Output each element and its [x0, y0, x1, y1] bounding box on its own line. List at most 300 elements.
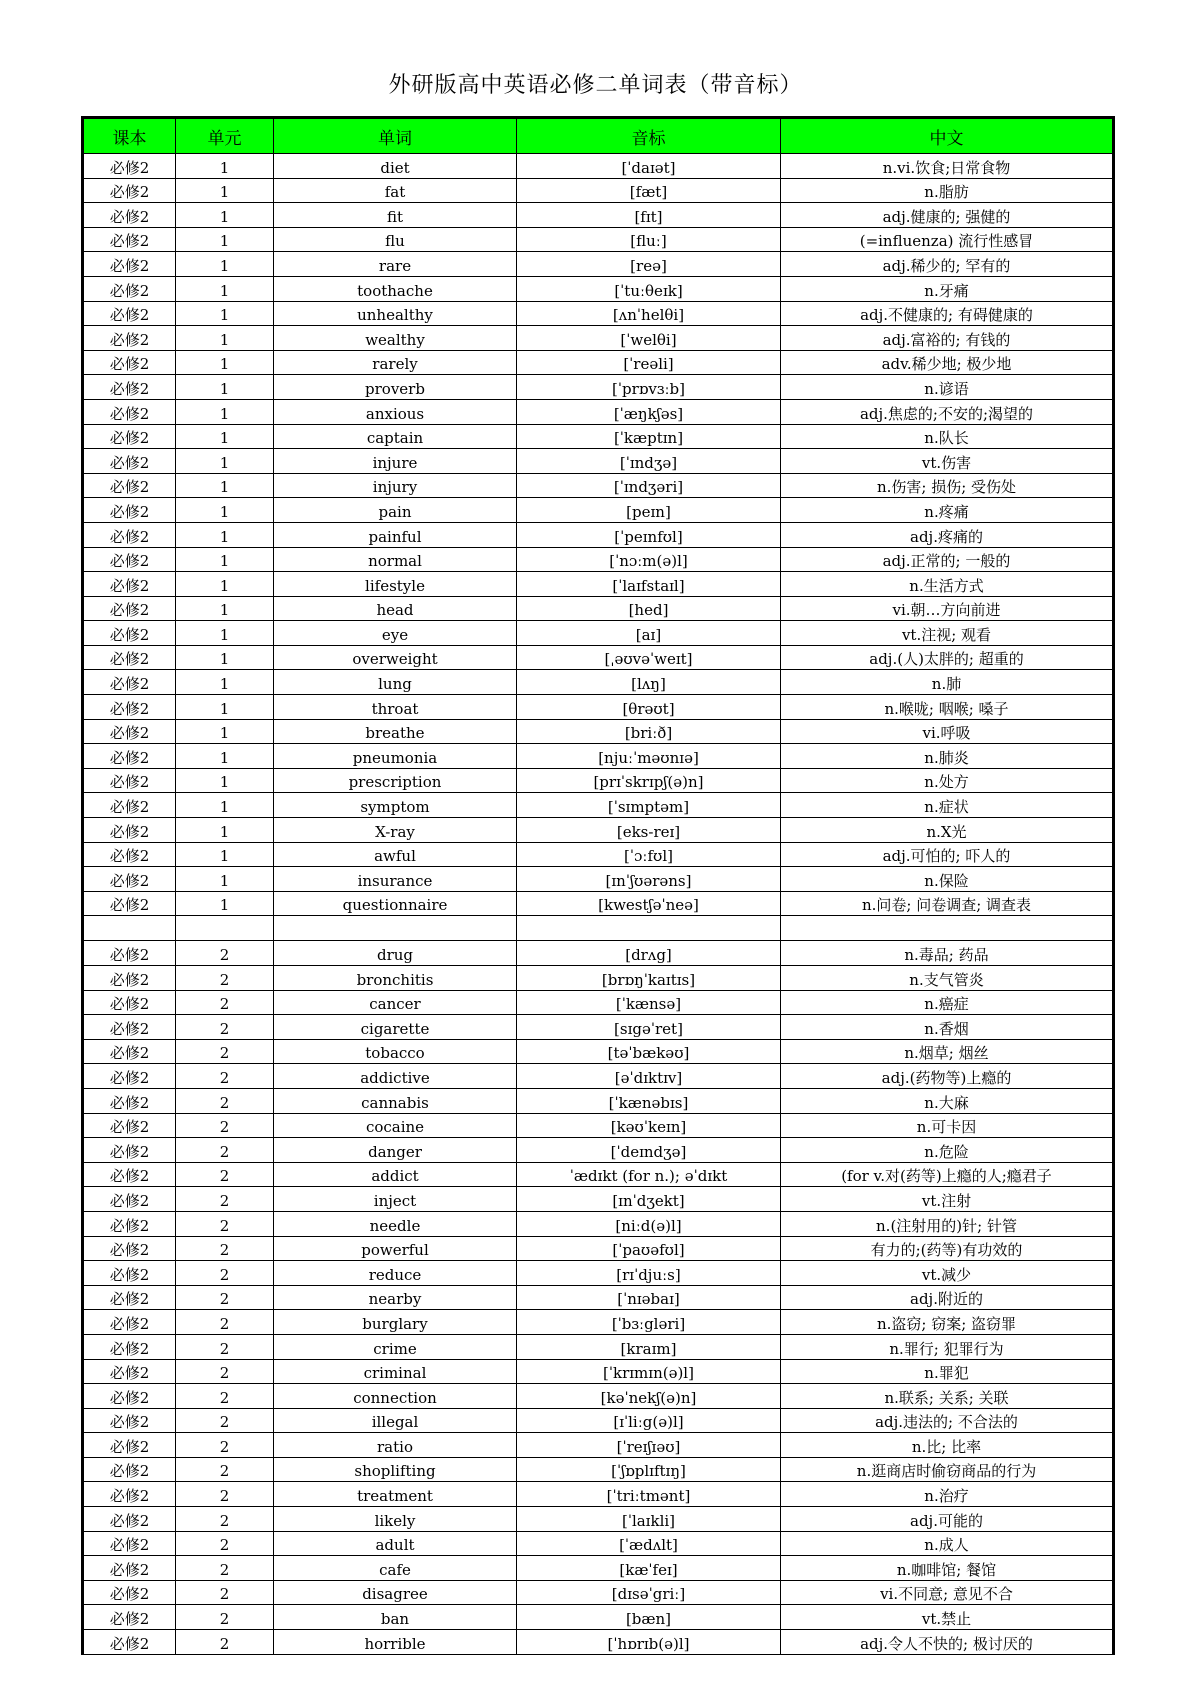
cell-unit: 1	[176, 301, 274, 326]
cell-chinese: adj.正常的; 一般的	[781, 547, 1114, 572]
table-row	[83, 1359, 1114, 1384]
cell-unit: 1	[176, 350, 274, 375]
cell-phonetic: [kraɪm]	[517, 1334, 781, 1359]
cell-chinese: n.大麻	[781, 1088, 1114, 1113]
cell-textbook: 必修2	[83, 1138, 176, 1163]
cell-chinese: n.喉咙; 咽喉; 嗓子	[781, 695, 1114, 720]
cell-phonetic: [ˈpaʊəfʊl]	[517, 1236, 781, 1261]
cell-textbook: 必修2	[83, 1039, 176, 1064]
cell-textbook: 必修2	[83, 350, 176, 375]
cell-phonetic: [ˈpeɪnfʊl]	[517, 522, 781, 547]
cell-textbook: 必修2	[83, 1433, 176, 1458]
cell-phonetic: [hed]	[517, 596, 781, 621]
cell-phonetic: [peɪn]	[517, 498, 781, 523]
cell-chinese: adj.(人)太胖的; 超重的	[781, 645, 1114, 670]
cell-textbook: 必修2	[83, 473, 176, 498]
table-row	[83, 227, 1114, 252]
cell-textbook: 必修2	[83, 1015, 176, 1040]
cell-word: reduce	[274, 1261, 517, 1286]
cell-unit: 1	[176, 596, 274, 621]
cell-textbook: 必修2	[83, 547, 176, 572]
cell-word: wealthy	[274, 326, 517, 351]
cell-unit: 1	[176, 768, 274, 793]
header-chinese: 中文	[781, 118, 1114, 154]
cell-textbook: 必修2	[83, 1310, 176, 1335]
cell-chinese: n.盗窃; 窃案; 盗窃罪	[781, 1310, 1114, 1335]
table-row	[83, 1064, 1114, 1089]
cell-textbook: 必修2	[83, 1113, 176, 1138]
header-word: 单词	[274, 118, 517, 154]
table-row	[83, 572, 1114, 597]
cell-word: needle	[274, 1211, 517, 1236]
cell-textbook: 必修2	[83, 818, 176, 843]
cell-word: cigarette	[274, 1015, 517, 1040]
cell-word: rare	[274, 252, 517, 277]
cell-unit: 1	[176, 842, 274, 867]
cell-phonetic: [brɒŋˈkaɪtɪs]	[517, 966, 781, 991]
cell-unit: 2	[176, 941, 274, 966]
table-row	[83, 326, 1114, 351]
cell-unit: 1	[176, 399, 274, 424]
cell-word: prescription	[274, 768, 517, 793]
table-row	[83, 744, 1114, 769]
cell-chinese: vt.伤害	[781, 449, 1114, 474]
cell-unit: 1	[176, 867, 274, 892]
cell-textbook: 必修2	[83, 424, 176, 449]
cell-textbook: 必修2	[83, 1630, 176, 1655]
cell-word: disagree	[274, 1580, 517, 1605]
cell-unit: 2	[176, 1556, 274, 1581]
cell-phonetic: [ˈlaɪfstaɪl]	[517, 572, 781, 597]
table-row	[83, 941, 1114, 966]
cell-unit: 1	[176, 276, 274, 301]
cell-phonetic: [ˈtuːθeɪk]	[517, 276, 781, 301]
cell-unit: 1	[176, 375, 274, 400]
cell-unit: 2	[176, 1605, 274, 1630]
cell-chinese: n.牙痛	[781, 276, 1114, 301]
cell-unit: 2	[176, 1359, 274, 1384]
cell-phonetic: [dɪsəˈgriː]	[517, 1580, 781, 1605]
cell-chinese: n.罪行; 犯罪行为	[781, 1334, 1114, 1359]
cell-unit: 2	[176, 1064, 274, 1089]
cell-textbook: 必修2	[83, 719, 176, 744]
cell-unit: 2	[176, 1384, 274, 1409]
cell-unit: 1	[176, 227, 274, 252]
cell-word: captain	[274, 424, 517, 449]
cell-word: rarely	[274, 350, 517, 375]
table-row	[83, 1088, 1114, 1113]
cell-chinese: adj.不健康的; 有碍健康的	[781, 301, 1114, 326]
cell-textbook: 必修2	[83, 1531, 176, 1556]
cell-phonetic: [kəˈnekʃ(ə)n]	[517, 1384, 781, 1409]
table-row	[83, 842, 1114, 867]
cell-unit: 2	[176, 1187, 274, 1212]
table-row	[83, 1507, 1114, 1532]
table-row	[83, 1384, 1114, 1409]
cell-unit	[176, 916, 274, 941]
cell-word: fit	[274, 203, 517, 228]
table-row	[83, 1580, 1114, 1605]
cell-chinese: n.罪犯	[781, 1359, 1114, 1384]
cell-textbook: 必修2	[83, 1605, 176, 1630]
cell-unit: 1	[176, 473, 274, 498]
cell-textbook: 必修2	[83, 399, 176, 424]
cell-chinese: n.疼痛	[781, 498, 1114, 523]
cell-word: cancer	[274, 990, 517, 1015]
cell-phonetic: [lʌŋ]	[517, 670, 781, 695]
cell-phonetic: [ˈkænsə]	[517, 990, 781, 1015]
cell-phonetic: [ˈbɜːgləri]	[517, 1310, 781, 1335]
cell-unit: 2	[176, 1408, 274, 1433]
cell-phonetic: [ˈɪndʒəri]	[517, 473, 781, 498]
cell-phonetic: [əˈdɪktɪv]	[517, 1064, 781, 1089]
cell-unit: 1	[176, 670, 274, 695]
table-row	[83, 1482, 1114, 1507]
cell-unit: 2	[176, 1630, 274, 1655]
cell-phonetic: [ˈɪndʒə]	[517, 449, 781, 474]
cell-chinese: n.毒品; 药品	[781, 941, 1114, 966]
cell-chinese: n.问卷; 问卷调查; 调查表	[781, 891, 1114, 916]
table-row	[83, 252, 1114, 277]
cell-textbook: 必修2	[83, 695, 176, 720]
cell-unit: 2	[176, 1138, 274, 1163]
table-row	[83, 1334, 1114, 1359]
cell-phonetic: [sɪgəˈret]	[517, 1015, 781, 1040]
cell-word: unhealthy	[274, 301, 517, 326]
cell-textbook	[83, 916, 176, 941]
cell-textbook: 必修2	[83, 252, 176, 277]
table-row	[83, 621, 1114, 646]
cell-phonetic: [ˈreəli]	[517, 350, 781, 375]
cell-chinese: n.症状	[781, 793, 1114, 818]
cell-chinese: adj.可能的	[781, 1507, 1114, 1532]
table-row	[83, 867, 1114, 892]
cell-phonetic: [kwestʃəˈneə]	[517, 891, 781, 916]
cell-unit: 2	[176, 1334, 274, 1359]
table-row	[83, 178, 1114, 203]
cell-word: danger	[274, 1138, 517, 1163]
cell-chinese: adj.(药物等)上瘾的	[781, 1064, 1114, 1089]
cell-word: crime	[274, 1334, 517, 1359]
cell-textbook: 必修2	[83, 178, 176, 203]
cell-word: questionnaire	[274, 891, 517, 916]
cell-word: eye	[274, 621, 517, 646]
table-row	[83, 276, 1114, 301]
header-unit: 单元	[176, 118, 274, 154]
cell-word: treatment	[274, 1482, 517, 1507]
cell-chinese: vt.减少	[781, 1261, 1114, 1286]
cell-unit: 2	[176, 1015, 274, 1040]
cell-unit: 1	[176, 178, 274, 203]
table-row	[83, 1457, 1114, 1482]
table-row	[83, 547, 1114, 572]
cell-word: bronchitis	[274, 966, 517, 991]
cell-textbook: 必修2	[83, 1408, 176, 1433]
cell-phonetic: [ˈkrɪmɪn(ə)l]	[517, 1359, 781, 1384]
cell-phonetic: [ˈkænəbɪs]	[517, 1088, 781, 1113]
cell-chinese: vt.注射	[781, 1187, 1114, 1212]
cell-word: pneumonia	[274, 744, 517, 769]
cell-phonetic: [eks-reɪ]	[517, 818, 781, 843]
table-row	[83, 1113, 1114, 1138]
cell-unit: 2	[176, 1211, 274, 1236]
cell-unit: 2	[176, 1236, 274, 1261]
cell-unit: 1	[176, 547, 274, 572]
cell-phonetic: [reə]	[517, 252, 781, 277]
cell-chinese: (for v.对(药等)上瘾的人;瘾君子	[781, 1162, 1114, 1187]
cell-word: lifestyle	[274, 572, 517, 597]
cell-unit: 1	[176, 252, 274, 277]
table-row	[83, 1138, 1114, 1163]
cell-phonetic: [ˈnɪəbaɪ]	[517, 1285, 781, 1310]
cell-unit: 2	[176, 1261, 274, 1286]
cell-chinese: adj.焦虑的;不安的;渴望的	[781, 399, 1114, 424]
cell-phonetic: [drʌg]	[517, 941, 781, 966]
cell-textbook: 必修2	[83, 498, 176, 523]
cell-textbook: 必修2	[83, 1285, 176, 1310]
cell-textbook: 必修2	[83, 1384, 176, 1409]
cell-word: connection	[274, 1384, 517, 1409]
table-row	[83, 1015, 1114, 1040]
cell-phonetic: [ˈɔːfʊl]	[517, 842, 781, 867]
cell-unit: 2	[176, 1433, 274, 1458]
table-row	[83, 498, 1114, 523]
cell-unit: 2	[176, 1507, 274, 1532]
cell-word: symptom	[274, 793, 517, 818]
cell-word: adult	[274, 1531, 517, 1556]
cell-chinese: n.咖啡馆; 餐馆	[781, 1556, 1114, 1581]
cell-word: horrible	[274, 1630, 517, 1655]
cell-chinese: n.生活方式	[781, 572, 1114, 597]
cell-chinese: adj.健康的; 强健的	[781, 203, 1114, 228]
cell-unit: 2	[176, 1310, 274, 1335]
cell-phonetic: [bæn]	[517, 1605, 781, 1630]
cell-word: lung	[274, 670, 517, 695]
cell-word: cafe	[274, 1556, 517, 1581]
cell-word: shoplifting	[274, 1457, 517, 1482]
cell-chinese: n.(注射用的)针; 针管	[781, 1211, 1114, 1236]
cell-word: illegal	[274, 1408, 517, 1433]
cell-phonetic: [ˈdaɪət]	[517, 154, 781, 179]
cell-unit: 1	[176, 424, 274, 449]
cell-unit: 1	[176, 891, 274, 916]
cell-phonetic: [təˈbækəʊ]	[517, 1039, 781, 1064]
cell-textbook: 必修2	[83, 768, 176, 793]
cell-unit: 1	[176, 695, 274, 720]
cell-phonetic: [ˈædʌlt]	[517, 1531, 781, 1556]
cell-word: likely	[274, 1507, 517, 1532]
cell-textbook: 必修2	[83, 1211, 176, 1236]
cell-unit: 1	[176, 498, 274, 523]
table-row	[83, 203, 1114, 228]
cell-chinese: vt.禁止	[781, 1605, 1114, 1630]
cell-textbook: 必修2	[83, 1261, 176, 1286]
cell-textbook: 必修2	[83, 1457, 176, 1482]
cell-word: nearby	[274, 1285, 517, 1310]
cell-textbook: 必修2	[83, 326, 176, 351]
table-body	[83, 154, 1114, 1655]
cell-word: fat	[274, 178, 517, 203]
cell-phonetic: [prɪˈskrɪpʃ(ə)n]	[517, 768, 781, 793]
cell-unit: 1	[176, 522, 274, 547]
cell-phonetic: ˈædɪkt (for n.); əˈdɪkt	[517, 1162, 781, 1187]
cell-textbook: 必修2	[83, 572, 176, 597]
cell-word: breathe	[274, 719, 517, 744]
cell-textbook: 必修2	[83, 154, 176, 179]
cell-textbook: 必修2	[83, 1088, 176, 1113]
table-row	[83, 645, 1114, 670]
cell-chinese: adj.疼痛的	[781, 522, 1114, 547]
header-row	[83, 118, 1114, 154]
cell-chinese: n.支气管炎	[781, 966, 1114, 991]
cell-phonetic: [ˈlaɪkli]	[517, 1507, 781, 1532]
cell-unit: 2	[176, 1162, 274, 1187]
table-row	[83, 350, 1114, 375]
cell-textbook: 必修2	[83, 1482, 176, 1507]
cell-textbook: 必修2	[83, 891, 176, 916]
table-row	[83, 1211, 1114, 1236]
cell-textbook: 必修2	[83, 867, 176, 892]
cell-unit: 2	[176, 1088, 274, 1113]
cell-phonetic: [ˈhɒrɪb(ə)l]	[517, 1630, 781, 1655]
cell-chinese: n.联系; 关系; 关联	[781, 1384, 1114, 1409]
cell-word: head	[274, 596, 517, 621]
cell-phonetic: [ˈwelθi]	[517, 326, 781, 351]
cell-chinese: n.癌症	[781, 990, 1114, 1015]
cell-textbook: 必修2	[83, 449, 176, 474]
cell-unit: 1	[176, 719, 274, 744]
page-title: 外研版高中英语必修二单词表（带音标）	[388, 73, 803, 98]
table-row	[83, 1556, 1114, 1581]
cell-phonetic: [ˈdeɪndʒə]	[517, 1138, 781, 1163]
cell-textbook: 必修2	[83, 793, 176, 818]
cell-word: injure	[274, 449, 517, 474]
table-row	[83, 375, 1114, 400]
cell-phonetic: [briːð]	[517, 719, 781, 744]
cell-phonetic: [ˈkæptɪn]	[517, 424, 781, 449]
cell-unit: 1	[176, 645, 274, 670]
cell-chinese: vi.不同意; 意见不合	[781, 1580, 1114, 1605]
cell-unit: 1	[176, 818, 274, 843]
cell-textbook: 必修2	[83, 1507, 176, 1532]
cell-unit: 2	[176, 966, 274, 991]
cell-word: proverb	[274, 375, 517, 400]
cell-chinese: adj.令人不快的; 极讨厌的	[781, 1630, 1114, 1655]
table-row	[83, 1236, 1114, 1261]
cell-word: overweight	[274, 645, 517, 670]
cell-unit: 2	[176, 1482, 274, 1507]
cell-chinese: n.烟草; 烟丝	[781, 1039, 1114, 1064]
cell-chinese	[781, 916, 1114, 941]
table-row	[83, 399, 1114, 424]
cell-phonetic: [ˈnɔːm(ə)l]	[517, 547, 781, 572]
cell-phonetic: [ˌəʊvəˈweɪt]	[517, 645, 781, 670]
cell-phonetic: [ɪnˈʃʊərəns]	[517, 867, 781, 892]
table-row	[83, 301, 1114, 326]
cell-word: normal	[274, 547, 517, 572]
table-row	[83, 1310, 1114, 1335]
cell-chinese: n.保险	[781, 867, 1114, 892]
table-row	[83, 793, 1114, 818]
cell-word	[274, 916, 517, 941]
table-row	[83, 1630, 1114, 1655]
cell-chinese: (=influenza) 流行性感冒	[781, 227, 1114, 252]
cell-chinese: n.肺炎	[781, 744, 1114, 769]
cell-phonetic: [fɪt]	[517, 203, 781, 228]
cell-textbook: 必修2	[83, 744, 176, 769]
cell-chinese: adv.稀少地; 极少地	[781, 350, 1114, 375]
cell-unit: 2	[176, 1457, 274, 1482]
table-row	[83, 1531, 1114, 1556]
cell-phonetic: [kəʊˈkeɪn]	[517, 1113, 781, 1138]
cell-chinese: n.肺	[781, 670, 1114, 695]
cell-phonetic: [njuːˈməʊnɪə]	[517, 744, 781, 769]
cell-word: inject	[274, 1187, 517, 1212]
cell-unit: 1	[176, 744, 274, 769]
cell-phonetic: [fæt]	[517, 178, 781, 203]
cell-chinese: adj.违法的; 不合法的	[781, 1408, 1114, 1433]
cell-word: addict	[274, 1162, 517, 1187]
cell-phonetic: [kæˈfeɪ]	[517, 1556, 781, 1581]
cell-word: anxious	[274, 399, 517, 424]
cell-phonetic: [ˈprɒvɜːb]	[517, 375, 781, 400]
cell-phonetic: [ʌnˈhelθi]	[517, 301, 781, 326]
vocabulary-table	[81, 116, 1115, 1655]
cell-unit: 1	[176, 154, 274, 179]
cell-word: tobacco	[274, 1039, 517, 1064]
cell-unit: 1	[176, 572, 274, 597]
cell-textbook: 必修2	[83, 1064, 176, 1089]
cell-word: ratio	[274, 1433, 517, 1458]
cell-textbook: 必修2	[83, 941, 176, 966]
cell-textbook: 必修2	[83, 203, 176, 228]
cell-chinese: adj.可怕的; 吓人的	[781, 842, 1114, 867]
cell-textbook: 必修2	[83, 227, 176, 252]
table-row	[83, 522, 1114, 547]
cell-chinese: n.可卡因	[781, 1113, 1114, 1138]
table-row	[83, 424, 1114, 449]
cell-word: injury	[274, 473, 517, 498]
cell-textbook: 必修2	[83, 1556, 176, 1581]
cell-textbook: 必修2	[83, 301, 176, 326]
cell-word: X-ray	[274, 818, 517, 843]
cell-unit: 2	[176, 1580, 274, 1605]
table-row	[83, 154, 1114, 179]
cell-chinese: n.比; 比率	[781, 1433, 1114, 1458]
cell-textbook: 必修2	[83, 1187, 176, 1212]
table-row	[83, 1039, 1114, 1064]
table-row	[83, 1261, 1114, 1286]
cell-unit: 2	[176, 1285, 274, 1310]
cell-phonetic: [ˈreɪʃɪəʊ]	[517, 1433, 781, 1458]
cell-chinese: n.逛商店时偷窃商品的行为	[781, 1457, 1114, 1482]
cell-word: powerful	[274, 1236, 517, 1261]
table-row	[83, 1187, 1114, 1212]
table-row	[83, 1408, 1114, 1433]
cell-phonetic: [ɪnˈdʒekt]	[517, 1187, 781, 1212]
cell-phonetic: [ˈtriːtmənt]	[517, 1482, 781, 1507]
cell-textbook: 必修2	[83, 276, 176, 301]
cell-chinese: adj.富裕的; 有钱的	[781, 326, 1114, 351]
cell-chinese: n.危险	[781, 1138, 1114, 1163]
cell-phonetic	[517, 916, 781, 941]
cell-phonetic: [ˈsɪmptəm]	[517, 793, 781, 818]
cell-textbook: 必修2	[83, 522, 176, 547]
table-row	[83, 891, 1114, 916]
cell-phonetic: [ˈʃɒplɪftɪŋ]	[517, 1457, 781, 1482]
cell-word: drug	[274, 941, 517, 966]
cell-word: criminal	[274, 1359, 517, 1384]
